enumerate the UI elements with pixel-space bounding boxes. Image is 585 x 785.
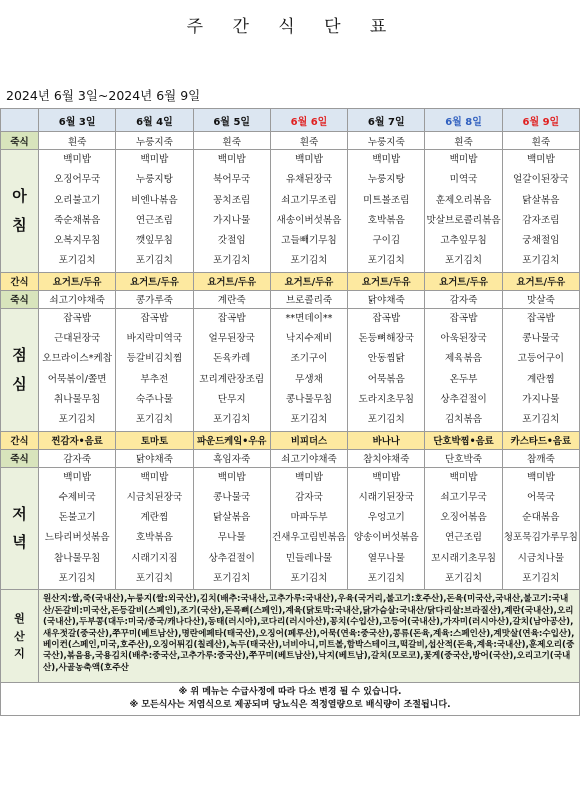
breakfast-juk-cell: 흰죽 bbox=[193, 132, 270, 150]
day-header: 6월 3일 bbox=[39, 109, 116, 132]
day-header: 6월 7일 bbox=[348, 109, 425, 132]
menu-item: 어묵국 bbox=[526, 491, 555, 503]
breakfast-day-cell bbox=[425, 150, 502, 273]
menu-item: 무나물 bbox=[217, 532, 246, 544]
menu-item: 잡곡밥 bbox=[217, 312, 246, 324]
breakfast-juk-row bbox=[1, 132, 580, 150]
dinner-day-cell bbox=[116, 467, 193, 590]
menu-item: 미트볼조림 bbox=[363, 194, 410, 206]
menu-item: 포기김치 bbox=[290, 573, 328, 585]
menu-item: 조기구이 bbox=[290, 353, 328, 365]
menu-item: 잡곡밥 bbox=[63, 312, 92, 324]
menu-item: 꼬리계란장조림 bbox=[199, 373, 265, 385]
menu-item: 콩나물국 bbox=[213, 491, 251, 503]
menu-item: 포기김치 bbox=[58, 255, 96, 267]
menu-item: 제육볶음 bbox=[445, 353, 483, 365]
menu-item: 감자국 bbox=[295, 491, 323, 503]
menu-item: 가지나물 bbox=[522, 393, 560, 405]
menu-item: 백미밥 bbox=[63, 471, 92, 483]
menu-item: 포기김치 bbox=[367, 414, 405, 426]
menu-item: 안동찜닭 bbox=[367, 353, 405, 365]
snack-cell: 요거트/두유 bbox=[270, 272, 347, 290]
menu-item: 감자조림 bbox=[522, 214, 560, 226]
menu-item: 마파두부 bbox=[290, 512, 328, 524]
day-header: 6월 5일 bbox=[193, 109, 270, 132]
lunch-juk-cell: 닭야채죽 bbox=[348, 290, 425, 308]
menu-item: 어묵볶음 bbox=[367, 373, 405, 385]
lunch-day-cell bbox=[116, 308, 193, 431]
menu-item: 백미밥 bbox=[63, 154, 92, 165]
menu-item: 돈등뼈해장국 bbox=[358, 333, 415, 345]
breakfast-juk-cell: 흰죽 bbox=[502, 132, 579, 150]
breakfast-juk-cell: 흰죽 bbox=[425, 132, 502, 150]
menu-item: 닭살볶음 bbox=[522, 194, 560, 206]
menu-item: 맛살브로콜리볶음 bbox=[426, 214, 501, 226]
menu-item: 얼갈이된장국 bbox=[513, 174, 569, 186]
note-line: ※ 모든식사는 저염식으로 제공되며 당뇨식은 적정열량으로 배식량이 조절됩니다. bbox=[129, 700, 451, 711]
day-header: 6월 4일 bbox=[116, 109, 193, 132]
dinner-row bbox=[1, 467, 580, 590]
menu-item: 포기김치 bbox=[213, 573, 251, 585]
menu-item: 깻잎무침 bbox=[135, 235, 173, 247]
menu-item: 돈불고기 bbox=[58, 512, 96, 524]
menu-item: 포기김치 bbox=[213, 414, 251, 426]
menu-item: 연근조림 bbox=[445, 532, 483, 544]
dinner-juk-cell: 닭야채죽 bbox=[116, 449, 193, 467]
dinner-day-cell bbox=[270, 467, 347, 590]
juk-label: 죽식 bbox=[1, 132, 39, 150]
page-title: 주 간 식 단 표 bbox=[186, 17, 399, 37]
menu-item: 오므라이스*케찹 bbox=[42, 353, 112, 365]
origin-text: 원산지:쌀,죽(국내산),누룽지(쌀:외국산),김치(배추:국내산,고추가루:국내산),우육(국거리,불고기:호주산),돈육(미국산,국내산,불고기:국내산/돈갈비:미국산,돈등갈비(스페인),조기(국산),돈목뼈(스페인),계육(닭토막:국내산,닭가슴살:국내산/닭다리살:브라질산),계란(국내산),오리(국내산),두부콩(대두:미국/중국/캐나다산),동태(러시아),코다리(러시아산),꽁치(수입산),고등어(국내산),가자미(러시아산),갈치(남아공산),새우젓갈(중국산),쭈꾸미(베트남산),명란에페타(태국산),오징어(페루산),어묵(연육:중국산),콩류(돈육,계육:스페인산),계맛살(연육:수입산),베이컨(스페인,미국,호주산),오징어튀김(칠레산),녹두(태국산),너비아니,미트볼,함박스테이크,떡갈비,섭산적(돈육,계육:국내산),훈제오리(중국산),볶음용,국용김치(배추:중국산,고추가루:중국산),쭈꾸미(베트남산),낙지(베트남),갈치(모로코),꽃게(중국산,방어(국산),오리고기(국내산),사골농축액(호주산 bbox=[39, 590, 580, 683]
snack-cell: 바나나 bbox=[348, 431, 425, 449]
snack-cell: 요거트/두유 bbox=[116, 272, 193, 290]
menu-item: 어묵볶이/쫄면 bbox=[47, 373, 107, 385]
snack-cell: 요거트/두유 bbox=[425, 272, 502, 290]
breakfast-juk-cell: 흰죽 bbox=[39, 132, 116, 150]
menu-item: 구이김 bbox=[372, 235, 401, 247]
breakfast-row bbox=[1, 150, 580, 273]
menu-item: 민들레나물 bbox=[285, 552, 333, 564]
menu-item: 포기김치 bbox=[445, 573, 483, 585]
menu-item: 콩나물무침 bbox=[285, 393, 333, 405]
menu-item: 도라지초무침 bbox=[358, 393, 415, 405]
lunch-row bbox=[1, 308, 580, 431]
menu-item: 호박볶음 bbox=[367, 214, 405, 226]
menu-item: 오리불고기 bbox=[53, 194, 101, 206]
snack-cell: 찐감자•음료 bbox=[39, 431, 116, 449]
menu-item: 포기김치 bbox=[290, 255, 328, 267]
menu-item: 시금치된장국 bbox=[126, 491, 183, 503]
menu-item: 쇠고기무국 bbox=[440, 491, 487, 503]
menu-item: 포기김치 bbox=[58, 414, 96, 426]
menu-item: 콩나물국 bbox=[522, 333, 560, 345]
menu-item: 오복지무침 bbox=[53, 235, 101, 247]
breakfast-day-cell bbox=[502, 150, 579, 273]
dinner-juk-cell: 감자죽 bbox=[39, 449, 116, 467]
dinner-juk-cell: 흑임자죽 bbox=[193, 449, 270, 467]
menu-item: 누룽지탕 bbox=[135, 174, 173, 186]
dinner-day-cell bbox=[348, 467, 425, 590]
snack-cell: 카스타드•음료 bbox=[502, 431, 579, 449]
menu-item: 호박볶음 bbox=[135, 532, 173, 544]
lunch-juk-cell: 콩가루죽 bbox=[116, 290, 193, 308]
juk-label: 죽식 bbox=[1, 290, 39, 308]
menu-item: 포기김치 bbox=[445, 255, 483, 267]
lunch-juk-cell: 감자죽 bbox=[425, 290, 502, 308]
menu-item: 백미밥 bbox=[140, 471, 169, 483]
menu-item: 백미밥 bbox=[526, 471, 555, 483]
menu-item: 오징어볶음 bbox=[440, 512, 487, 524]
breakfast-day-cell bbox=[39, 150, 116, 273]
menu-item: 숙주나물 bbox=[135, 393, 173, 405]
menu-item: 계란찜 bbox=[526, 373, 555, 385]
menu-item: 누룽지탕 bbox=[367, 174, 405, 186]
menu-item: 새송이버섯볶음 bbox=[276, 214, 342, 226]
menu-item: 백미밥 bbox=[295, 471, 323, 483]
lunch-juk-row bbox=[1, 290, 580, 308]
menu-item: 오징어무국 bbox=[53, 174, 101, 186]
date-range: 2024년 6월 3일~2024년 6월 9일 bbox=[6, 88, 201, 103]
menu-item: 백미밥 bbox=[449, 471, 478, 483]
lunch-juk-cell: 맛살죽 bbox=[502, 290, 579, 308]
header-corner bbox=[1, 109, 39, 132]
menu-item: 갓절임 bbox=[217, 235, 246, 247]
dinner-juk-cell: 참치야채죽 bbox=[348, 449, 425, 467]
dinner-day-cell bbox=[193, 467, 270, 590]
menu-item: 꽁치조림 bbox=[213, 194, 251, 206]
menu-item: 포기김치 bbox=[290, 414, 328, 426]
dinner-label: 저 녁 bbox=[1, 467, 39, 590]
menu-item: 양송이버섯볶음 bbox=[353, 532, 419, 544]
notes-cell bbox=[1, 683, 580, 716]
menu-item: 등갈비김치찜 bbox=[126, 353, 183, 365]
breakfast-juk-cell: 누룽지죽 bbox=[116, 132, 193, 150]
lunch-day-cell bbox=[502, 308, 579, 431]
menu-item: 가지나물 bbox=[213, 214, 251, 226]
menu-item: 북어무국 bbox=[213, 174, 251, 186]
menu-item: 열무나물 bbox=[367, 552, 405, 564]
lunch-juk-cell: 브로콜리죽 bbox=[270, 290, 347, 308]
menu-item: 백미밥 bbox=[295, 154, 323, 165]
menu-item: 단무지 bbox=[217, 393, 246, 405]
snack-label: 간식 bbox=[1, 272, 39, 290]
snack-cell: 요거트/두유 bbox=[39, 272, 116, 290]
menu-item: 상추겉절이 bbox=[440, 393, 487, 405]
menu-item: **면데이** bbox=[285, 312, 333, 324]
menu-item: 참나물무침 bbox=[53, 552, 101, 564]
menu-item: 김치볶음 bbox=[445, 414, 483, 426]
menu-item: 시래기지짐 bbox=[131, 552, 178, 564]
menu-item: 유채된장국 bbox=[285, 174, 333, 186]
menu-item: 부추전 bbox=[140, 373, 169, 385]
menu-item: 고추잎무침 bbox=[440, 235, 487, 247]
menu-item: 계란찜 bbox=[140, 512, 169, 524]
breakfast-label: 아 침 bbox=[1, 150, 39, 273]
weekly-menu-table bbox=[0, 108, 580, 716]
menu-item: 포기김치 bbox=[135, 255, 173, 267]
menu-item: 포기김치 bbox=[213, 255, 251, 267]
menu-item: 포기김치 bbox=[58, 573, 96, 585]
menu-item: 백미밥 bbox=[526, 154, 555, 165]
menu-item: 아욱된장국 bbox=[440, 333, 487, 345]
menu-item: 고등어구이 bbox=[517, 353, 565, 365]
lunch-juk-cell: 계란죽 bbox=[193, 290, 270, 308]
lunch-label: 점 심 bbox=[1, 308, 39, 431]
menu-item: 느타리버섯볶음 bbox=[44, 532, 110, 544]
lunch-juk-cell: 쇠고기야채죽 bbox=[39, 290, 116, 308]
day-header: 6월 9일 bbox=[502, 109, 579, 132]
menu-item: 궁채절임 bbox=[522, 235, 560, 247]
breakfast-day-cell bbox=[193, 150, 270, 273]
menu-item: 우엉고기 bbox=[367, 512, 405, 524]
menu-item: 고들빼기무침 bbox=[281, 235, 337, 247]
menu-item: 건새우고림빈볶음 bbox=[271, 532, 347, 544]
origin-row bbox=[1, 590, 580, 683]
note-line: ※ 위 메뉴는 수급사정에 따라 다소 변경 될 수 있습니다. bbox=[178, 687, 402, 698]
menu-item: 시래기된장국 bbox=[358, 491, 415, 503]
menu-item: 포기김치 bbox=[135, 414, 173, 426]
menu-item: 순대볶음 bbox=[522, 512, 560, 524]
menu-item: 포기김치 bbox=[367, 573, 405, 585]
menu-item: 훈제오리볶음 bbox=[435, 194, 492, 206]
lunch-day-cell bbox=[193, 308, 270, 431]
snack-label: 간식 bbox=[1, 431, 39, 449]
menu-item: 백미밥 bbox=[372, 471, 401, 483]
menu-item: 죽순채볶음 bbox=[53, 214, 101, 226]
menu-item: 바지락미역국 bbox=[126, 333, 183, 345]
notes-row bbox=[1, 683, 580, 716]
menu-item: 근대된장국 bbox=[53, 333, 101, 345]
menu-item: 포기김치 bbox=[135, 573, 173, 585]
snack-pm-row bbox=[1, 431, 580, 449]
snack-cell: 비피더스 bbox=[270, 431, 347, 449]
lunch-day-cell bbox=[270, 308, 347, 431]
menu-item: 청포묵김가루무침 bbox=[503, 532, 578, 544]
dinner-day-cell bbox=[502, 467, 579, 590]
breakfast-day-cell bbox=[348, 150, 425, 273]
menu-item: 잡곡밥 bbox=[372, 312, 401, 324]
menu-item: 수제비국 bbox=[58, 491, 96, 503]
origin-label: 원 산 지 bbox=[1, 590, 39, 683]
menu-item: 꼬시래기초무침 bbox=[431, 552, 496, 564]
menu-item: 잡곡밥 bbox=[140, 312, 169, 324]
menu-item: 백미밥 bbox=[140, 154, 169, 165]
breakfast-day-cell bbox=[270, 150, 347, 273]
menu-item: 상추겉절이 bbox=[208, 552, 255, 564]
menu-item: 미역국 bbox=[449, 174, 478, 186]
menu-item: 비엔나볶음 bbox=[131, 194, 178, 206]
menu-item: 무생채 bbox=[295, 373, 323, 385]
day-header: 6월 8일 bbox=[425, 109, 502, 132]
menu-item: 닭살볶음 bbox=[213, 512, 251, 524]
menu-item: 잡곡밥 bbox=[449, 312, 478, 324]
breakfast-juk-cell: 흰죽 bbox=[270, 132, 347, 150]
menu-item: 포기김치 bbox=[367, 255, 405, 267]
breakfast-day-cell bbox=[116, 150, 193, 273]
menu-item: 돈육카레 bbox=[213, 353, 251, 365]
menu-item: 백미밥 bbox=[449, 154, 478, 165]
snack-cell: 요거트/두유 bbox=[193, 272, 270, 290]
dinner-juk-row bbox=[1, 449, 580, 467]
header-row bbox=[1, 109, 580, 132]
lunch-day-cell bbox=[39, 308, 116, 431]
snack-cell: 토마토 bbox=[116, 431, 193, 449]
menu-item: 백미밥 bbox=[217, 471, 246, 483]
menu-item: 취나물무침 bbox=[53, 393, 101, 405]
menu-item: 연근조림 bbox=[135, 214, 173, 226]
day-header: 6월 6일 bbox=[270, 109, 347, 132]
menu-item: 포기김치 bbox=[522, 573, 560, 585]
snack-cell: 요거트/두유 bbox=[348, 272, 425, 290]
menu-item: 잡곡밥 bbox=[526, 312, 555, 324]
snack-cell: 요거트/두유 bbox=[502, 272, 579, 290]
snack-cell: 단호박찜•음료 bbox=[425, 431, 502, 449]
snack-cell: 파운드케잌•우유 bbox=[193, 431, 270, 449]
snack-am-row bbox=[1, 272, 580, 290]
menu-item: 백미밥 bbox=[372, 154, 401, 165]
dinner-day-cell bbox=[425, 467, 502, 590]
menu-item: 쇠고기무조림 bbox=[281, 194, 337, 206]
dinner-juk-cell: 쇠고기야채죽 bbox=[270, 449, 347, 467]
menu-item: 포기김치 bbox=[522, 255, 560, 267]
menu-item: 백미밥 bbox=[217, 154, 246, 165]
menu-item: 시금치나물 bbox=[517, 552, 565, 564]
dinner-day-cell bbox=[39, 467, 116, 590]
dinner-juk-cell: 단호박죽 bbox=[425, 449, 502, 467]
lunch-day-cell bbox=[348, 308, 425, 431]
menu-item: 포기김치 bbox=[522, 414, 560, 426]
menu-item: 온두부 bbox=[449, 373, 478, 385]
lunch-day-cell bbox=[425, 308, 502, 431]
breakfast-juk-cell: 누룽지죽 bbox=[348, 132, 425, 150]
dinner-juk-cell: 참깨죽 bbox=[502, 449, 579, 467]
menu-item: 낙지수제비 bbox=[285, 333, 333, 345]
juk-label: 죽식 bbox=[1, 449, 39, 467]
menu-item: 얼무된장국 bbox=[208, 333, 255, 345]
